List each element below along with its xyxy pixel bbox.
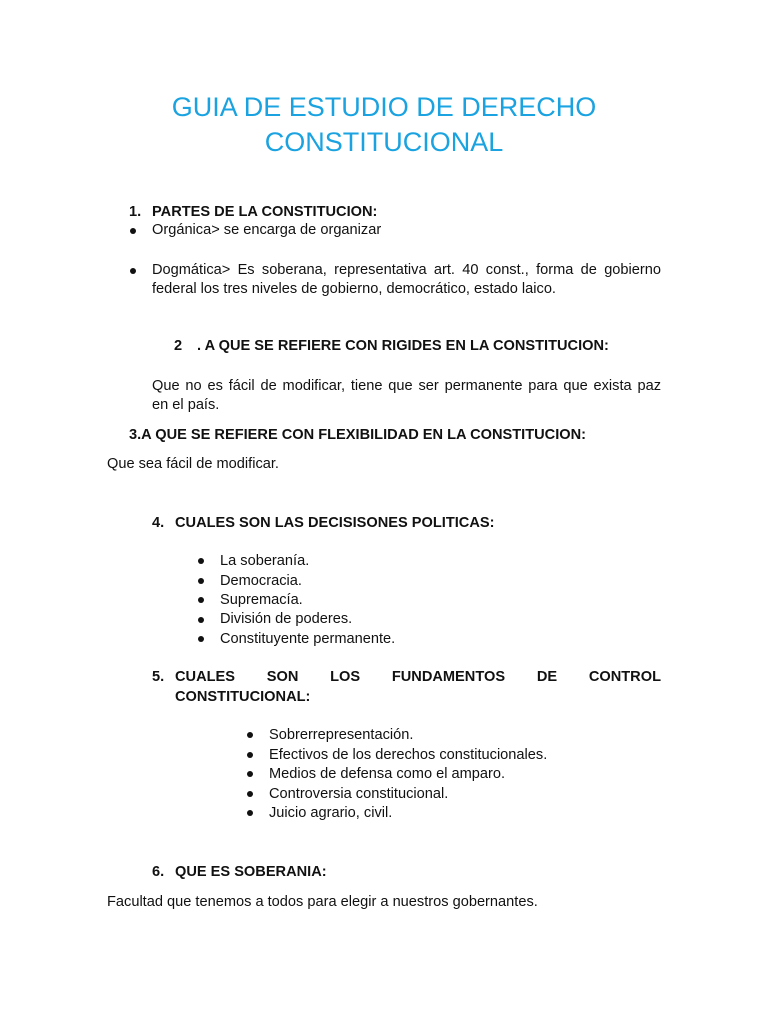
section-4-item-4: División de poderes.	[220, 611, 353, 627]
section-5-heading-word: DE	[536, 669, 558, 685]
section-2-number: 2	[174, 338, 183, 354]
section-5-heading-word: LOS	[330, 669, 361, 685]
bullet-icon	[198, 597, 204, 603]
section-5-heading-word: CUALES	[175, 669, 235, 685]
section-5-item-2: Efectivos de los derechos constitucionales.	[269, 747, 548, 763]
bullet-icon	[198, 617, 204, 623]
section-4-item-5: Constituyente permanente.	[220, 631, 396, 647]
section-4-item-2: Democracia.	[220, 573, 302, 589]
section-6-text: Facultad que tenemos a todos para elegir a nuestros gobernantes.	[107, 894, 538, 910]
section-5-heading-word: SON	[266, 669, 299, 685]
section-3-heading: 3.A QUE SE REFIERE CON FLEXIBILIDAD EN LA CONSTITUCION:	[129, 427, 587, 443]
bullet-icon	[247, 732, 253, 738]
bullet-icon	[198, 636, 204, 642]
bullet-icon	[247, 810, 253, 816]
section-4-item-3: Supremacía.	[220, 592, 303, 608]
section-4-number: 4.	[152, 515, 165, 531]
section-1-bullet-2-line-2: federal los tres niveles de gobierno, democrático, estado laico.	[152, 281, 556, 297]
section-2-text-line-2: en el país.	[152, 397, 220, 413]
bullet-icon	[247, 771, 253, 777]
bullet-icon	[198, 558, 204, 564]
section-5-item-1: Sobrerrepresentación.	[269, 727, 414, 743]
section-2-heading: . A QUE SE REFIERE CON RIGIDES EN LA CONSTITUCION:	[197, 338, 609, 354]
section-5-number: 5.	[152, 669, 165, 685]
section-6-heading: QUE ES SOBERANIA:	[175, 864, 327, 880]
bullet-icon	[247, 791, 253, 797]
bullet-icon	[130, 268, 136, 274]
title-line-1: GUIA DE ESTUDIO DE DERECHO	[171, 92, 597, 122]
section-1-bullet-1: Orgánica> se encarga de organizar	[152, 222, 382, 238]
bullet-icon	[247, 752, 253, 758]
section-1-number: 1.	[129, 204, 142, 220]
section-1-bullet-2-line-1: Dogmática> Es soberana, representativa art. 40 const., forma de gobierno	[152, 262, 661, 278]
section-1-heading: PARTES DE LA CONSTITUCION:	[152, 204, 378, 220]
bullet-icon	[130, 228, 136, 234]
title-line-2: CONSTITUCIONAL	[264, 127, 504, 157]
section-3-text: Que sea fácil de modificar.	[107, 456, 279, 472]
section-4-heading: CUALES SON LAS DECISISONES POLITICAS:	[175, 515, 495, 531]
section-5-item-3: Medios de defensa como el amparo.	[269, 766, 506, 782]
section-2-text-line-1: Que no es fácil de modificar, tiene que ser permanente para que exista paz	[152, 378, 661, 394]
section-5-item-4: Controversia constitucional.	[269, 786, 449, 802]
section-5-heading-word: CONTROL	[588, 669, 661, 685]
section-4-item-1: La soberanía.	[220, 553, 310, 569]
bullet-icon	[198, 578, 204, 584]
document-title	[100, 90, 668, 160]
section-5-heading-line-1	[175, 668, 661, 687]
section-5-heading-word: FUNDAMENTOS	[391, 669, 506, 685]
section-5-item-5: Juicio agrario, civil.	[269, 805, 393, 821]
section-5-heading-line-2: CONSTITUCIONAL:	[175, 689, 311, 705]
section-6-number: 6.	[152, 864, 165, 880]
